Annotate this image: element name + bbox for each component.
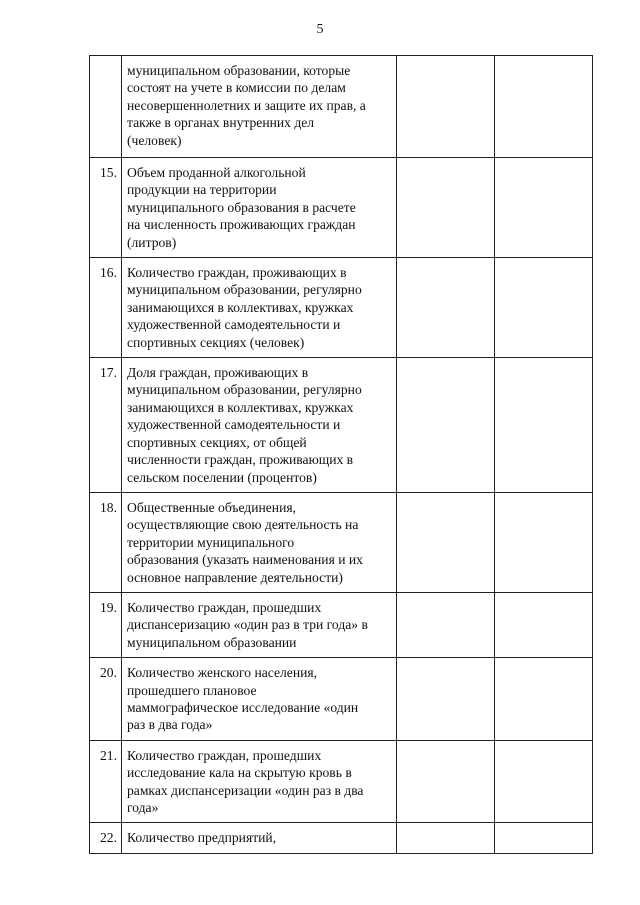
indicator-description <box>122 592 397 657</box>
description-line: муниципальном образовании, которые <box>127 63 351 78</box>
value-cell-b <box>495 158 593 258</box>
description-line: муниципальном образовании <box>127 634 297 650</box>
description-line: маммографическое исследование «один <box>127 699 359 715</box>
value-cell-b <box>495 358 593 493</box>
description-line: раз в два года» <box>127 717 213 733</box>
value-cell-b <box>495 823 593 853</box>
row-number: 19. <box>90 592 122 657</box>
description-line: основное направление деятельности) <box>127 569 343 585</box>
indicator-description <box>122 56 397 158</box>
description-line: диспансеризацию «один раз в три года» в <box>127 617 368 633</box>
row-number: 16. <box>90 258 122 358</box>
row-number: 22. <box>90 823 122 853</box>
indicator-description <box>122 258 397 358</box>
description-line: также в органах внутренних дел <box>127 115 315 131</box>
value-cell-a <box>397 56 495 158</box>
description-line: Количество женского населения, <box>127 665 318 681</box>
table-body <box>90 56 593 854</box>
description-line: художественной самодеятельности и <box>127 417 341 433</box>
indicator-description <box>122 740 397 823</box>
description-line: Количество предприятий, <box>127 830 277 846</box>
value-cell-b <box>495 740 593 823</box>
table-row <box>90 823 593 853</box>
indicators-table <box>89 55 593 854</box>
description-line: сельском поселении (процентов) <box>127 469 317 485</box>
row-number: 21. <box>90 740 122 823</box>
value-cell-b <box>495 56 593 158</box>
description-line: занимающихся в коллективах, кружках <box>127 399 354 415</box>
value-cell-a <box>397 158 495 258</box>
description-line: продукции на территории <box>127 182 277 198</box>
value-cell-a <box>397 592 495 657</box>
row-number: 20. <box>90 658 122 741</box>
row-number: 17. <box>90 358 122 493</box>
value-cell-a <box>397 358 495 493</box>
description-line: (литров) <box>127 234 177 250</box>
table-row <box>90 358 593 493</box>
description-line: Количество граждан, прошедших <box>127 599 322 615</box>
description-line: состоят на учете в комиссии по делам <box>127 80 346 96</box>
row-number: 15. <box>90 158 122 258</box>
description-line: образования (указать наименования и их <box>127 552 363 568</box>
description-line: на численность проживающих граждан <box>127 217 356 233</box>
description-line: исследование кала на скрытую кровь в <box>127 765 352 781</box>
description-line: численности граждан, проживающих в <box>127 452 354 468</box>
value-cell-a <box>397 492 495 592</box>
description-line: Количество граждан, проживающих в <box>127 265 347 281</box>
description-line: Количество граждан, прошедших <box>127 747 322 763</box>
description-line: занимающихся в коллективах, кружках <box>127 299 354 315</box>
value-cell-b <box>495 258 593 358</box>
description-line: года» <box>127 800 159 815</box>
indicator-description <box>122 492 397 592</box>
value-cell-a <box>397 823 495 853</box>
description-line: Объем проданной алкогольной <box>127 165 306 180</box>
value-cell-b <box>495 492 593 592</box>
value-cell-a <box>397 740 495 823</box>
value-cell-b <box>495 658 593 741</box>
description-line: рамках диспансеризации «один раз в два <box>127 782 364 798</box>
table-row <box>90 492 593 592</box>
description-line: несовершеннолетних и защите их прав, а <box>127 97 366 113</box>
description-line: спортивных секциях (человек) <box>127 334 305 350</box>
table-row <box>90 158 593 258</box>
description-line: спортивных секциях, от общей <box>127 434 307 450</box>
page-number: 5 <box>316 22 324 37</box>
indicator-description <box>122 823 397 853</box>
indicator-description <box>122 358 397 493</box>
value-cell-b <box>495 592 593 657</box>
table-row <box>90 258 593 358</box>
table-row <box>90 56 593 158</box>
value-cell-a <box>397 658 495 741</box>
description-line: осуществляющие свою деятельность на <box>127 517 359 533</box>
value-cell-a <box>397 258 495 358</box>
table-row <box>90 658 593 741</box>
table-row <box>90 740 593 823</box>
description-line: художественной самодеятельности и <box>127 317 341 333</box>
description-line: прошедшего плановое <box>127 682 257 698</box>
description-line: территории муниципального <box>127 534 295 550</box>
table-row <box>90 592 593 657</box>
description-line: муниципальном образовании, регулярно <box>127 282 362 298</box>
description-line: (человек) <box>127 132 182 148</box>
description-line: Общественные объединения, <box>127 499 296 515</box>
description-line: Доля граждан, проживающих в <box>127 365 309 381</box>
row-number: 18. <box>90 492 122 592</box>
indicator-description <box>122 158 397 258</box>
description-line: муниципальном образовании, регулярно <box>127 382 362 398</box>
row-number <box>90 56 122 158</box>
indicator-description <box>122 658 397 741</box>
description-line: муниципального образования в расчете <box>127 199 356 215</box>
